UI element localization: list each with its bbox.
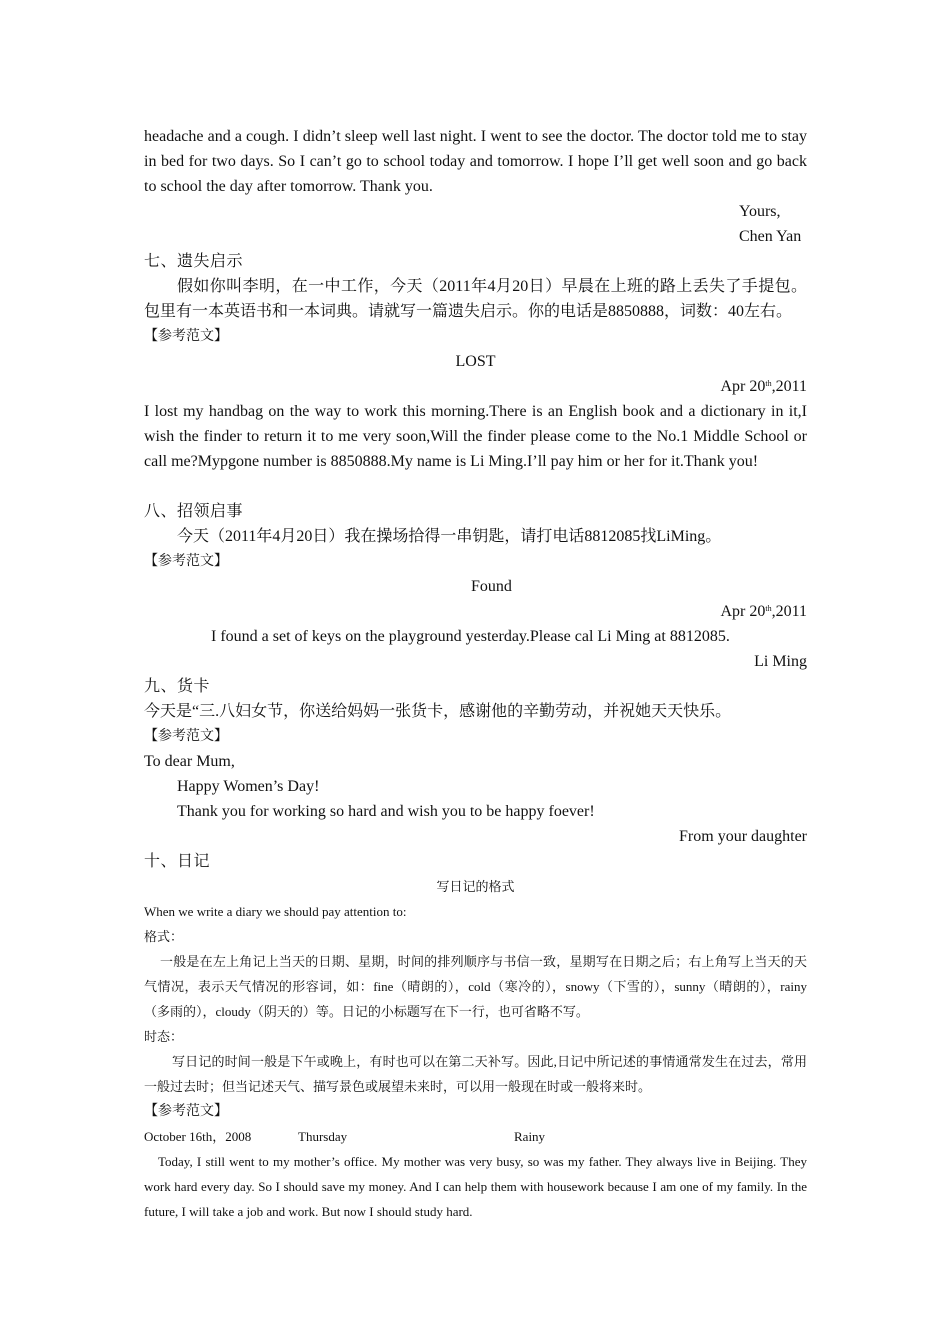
letter-body: headache and a cough. I didn’t sleep well last night. I went to see the doctor. The doctor told me to stay in bed for two days. So I can’t go to school today and tomorrow. I hope I’ll get well soon and go back to school the day after tomorrow. Thank you.	[144, 128, 807, 195]
diary-attention: When we write a diary we should pay attention to:	[144, 904, 407, 919]
found-date-suffix: th	[765, 604, 772, 613]
found-signature: Li Ming	[754, 653, 807, 670]
card-line-2: Thank you for working so hard and wish you to be happy foever!	[177, 803, 595, 820]
diary-ref-label: 【参考范文】	[144, 1104, 228, 1119]
diary-body: Today, I still went to my mother’s office. My mother was very busy, so was my father. They always live in Beijing. They work hard every day. So I should save my money. And I can help them with housework because I am one of my family. In the future, I will take a job and work. But now I should study hard.	[144, 1154, 807, 1219]
card-ref-label: 【参考范文】	[144, 729, 228, 744]
diary-date: October 16th，2008	[144, 1129, 252, 1144]
diary-format-label: 格式：	[144, 929, 184, 944]
lost-date	[144, 374, 807, 399]
found-prompt: 今天（2011年4月20日）我在操场拾得一串钥匙，请打电话8812085找LiMing。	[177, 528, 722, 545]
section-heading-diary: 十、日记	[144, 853, 211, 870]
found-ref-label: 【参考范文】	[144, 554, 228, 569]
diary-weather: Rainy	[514, 1129, 546, 1144]
section-heading-card: 九、货卡	[144, 678, 211, 695]
lost-date-day: Apr 20	[720, 378, 766, 395]
card-line-1: Happy Women’s Day!	[177, 778, 320, 795]
lost-ref-label: 【参考范文】	[144, 329, 228, 344]
document-page	[144, 124, 807, 1224]
lost-title: LOST	[455, 353, 496, 370]
found-body: I found a set of keys on the playground yesterday.Please cal Li Ming at 8812085.	[211, 628, 730, 645]
diary-format-title: 写日记的格式	[436, 879, 515, 894]
diary-weekday: Thursday	[298, 1129, 348, 1144]
found-title: Found	[471, 578, 512, 595]
diary-header-line	[144, 1124, 807, 1149]
section-heading-lost: 七、遗失启示	[144, 253, 244, 270]
found-date-day: Apr 20	[720, 603, 766, 620]
section-heading-found: 八、招领启事	[144, 503, 244, 520]
lost-date-year: ,2011	[771, 378, 807, 395]
card-prompt: 今天是“三.八妇女节，你送给妈妈一张货卡，感谢他的辛勤劳动，并祝她天天快乐。	[144, 703, 732, 720]
lost-date-suffix: th	[765, 379, 772, 388]
card-from: From your daughter	[679, 828, 807, 845]
found-date-year: ,2011	[771, 603, 807, 620]
lost-prompt: 假如你叫李明，在一中工作，今天（2011年4月20日）早晨在上班的路上丢失了手提包。包里有一本英语书和一本词典。请就写一篇遗失启示。你的电话是8850888，词数：40左右。	[144, 278, 807, 320]
found-date	[144, 599, 807, 624]
letter-closing: Yours,	[739, 203, 781, 220]
diary-format-body: 一般是在左上角记上当天的日期、星期，时间的排列顺序与书信一致，星期写在日期之后；右上角写上当天的天气情况，表示天气情况的形容词，如：fine（晴朗的），cold（寒冷的），snowy（下雪的），sunny（晴朗的），rainy（多雨的），cloudy（阴天的）等。日记的小标题写在下一行，也可省略不写。	[144, 954, 807, 1019]
card-greeting: To dear Mum,	[144, 753, 235, 770]
lost-body: I lost my handbag on the way to work this morning.There is an English book and a dictionary in it,I wish the finder to return it to me very soon,Will the finder please come to the No.1 Middle School or call me?Mypgone number is 8850888.My name is Li Ming.I’ll pay him or her for it.Thank you!	[144, 403, 807, 470]
diary-tense-label: 时态：	[144, 1029, 184, 1044]
diary-tense-body: 写日记的时间一般是下午或晚上，有时也可以在第二天补写。因此,日记中所记述的事情通常发生在过去，常用一般过去时；但当记述天气、描写景色或展望未来时，可以用一般现在时或一般将来时。	[144, 1054, 807, 1094]
letter-signature: Chen Yan	[739, 228, 802, 245]
